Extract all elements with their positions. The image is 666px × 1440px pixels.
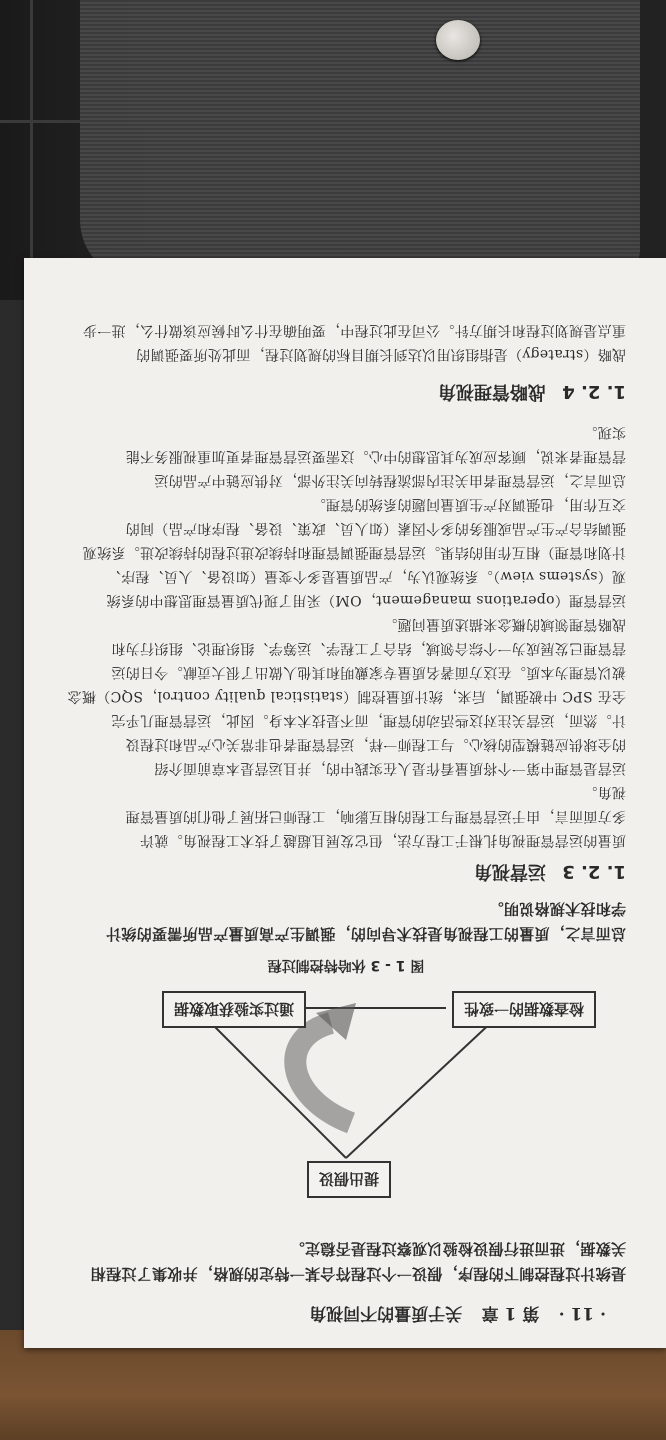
text-line: 营管理者来说，顾客应成为其思想的中心。这需要运营管理者更加重视服务不能	[125, 448, 626, 464]
summary-paragraph	[66, 896, 626, 946]
text-line: 学和技术规格说明。	[488, 900, 626, 918]
text-line: 全在 SPC 中被强调，后来，统计质量控制（statistical quality control，SQC）概念	[67, 688, 626, 704]
figure-caption: 图 1 - 3 休哈特控制过程	[267, 957, 425, 973]
section-1-2-3-heading	[474, 860, 626, 886]
text-line: 观（systems view）。系统观认为，产品质量是多个变量（如设备、人员、程序、	[106, 568, 626, 584]
text-line: 战略（strategy）是指组织用以达到长期目标的规划过程，而此处所要强调的	[135, 346, 626, 362]
gray-cloth	[80, 0, 640, 280]
cycle-arrow	[295, 1023, 351, 1123]
chapter-label: 第 1 章	[481, 1303, 540, 1323]
shewhart-diagram	[86, 957, 606, 1198]
shirt-button	[436, 20, 480, 60]
page-number: · 11 ·	[558, 1303, 606, 1323]
section-number: 1. 2. 4	[562, 381, 626, 402]
check-consistency-box: 检查数据的一致性	[452, 991, 596, 1028]
section-number: 1. 2. 3	[562, 861, 626, 882]
text-line: 强调结合产生产品或服务的多个因素（如人员、政策、设备、程序和产品）间的	[125, 520, 626, 536]
text-line: 被以管理为本质。在这方面著名质量专家戴明和其他人做出了很大贡献。今日的运	[111, 664, 626, 680]
text-line: 是统计过程控制下的程序，假设一个过程符合某一特定的规格，并收集了过程相	[90, 1265, 626, 1283]
book-page	[24, 258, 666, 1348]
collect-data-box: 通过实验获取数据	[162, 991, 306, 1028]
text-line: 交互作用，也强调对产生质量问题的系统的管理。	[311, 496, 626, 512]
text-line: 总而言之，质量的工程视角是技术导向的，强调生产高质量产品所需要的统计	[105, 925, 626, 943]
text-line: 视角。	[583, 784, 626, 800]
text-line: 计。然而，运营关注对这些活动的管理，而不是技术本身。因此，运营管理几乎完	[111, 712, 626, 728]
text-line: 实现。	[583, 424, 626, 440]
section-title: 战略管理视角	[437, 381, 546, 402]
hypothesis-box: 提出假设	[307, 1161, 391, 1198]
text-line: 计划和管理）相互作用的结果。运营管理强调管理和持续改进过程的持续改进。系统观	[82, 544, 626, 560]
text-line: 营管理已发展成为一个综合领域，结合了工程学、运筹学、组织理论、组织行为和	[111, 640, 626, 656]
section-1-2-3-body	[66, 420, 626, 852]
page-content	[24, 258, 666, 1348]
text-line: 总而言之，运营管理者由关注内部流程转向关注外部，对供应链中产品的运	[154, 472, 626, 488]
floor-tile-line	[30, 0, 33, 260]
section-1-2-4-heading	[438, 380, 626, 406]
chapter-title: 关于质量的不同视角	[309, 1303, 463, 1323]
floor-tile-line	[0, 120, 80, 123]
text-line: 运营是管理中第一个将质量看作是人在实践中的，并且运营是本章前面介绍	[154, 760, 626, 776]
text-line: 关数据，进而进行假设检验以观察过程是否稳定。	[289, 1240, 626, 1258]
text-line: 质量的运营管理视角扎根于工程方法，但它发展且超越了技术工程视角。就许	[139, 832, 626, 848]
section-title: 运营视角	[473, 861, 546, 882]
text-line: 重点是规划过程和长期方针。公司在此过程中，要明确在什么时候应该做什么，进一步	[82, 322, 626, 338]
section-1-2-4-body	[66, 318, 626, 366]
page-header	[86, 1303, 606, 1328]
intro-paragraph	[66, 1236, 626, 1286]
text-line: 多方面而言，由于运营管理与工程的相互影响，工程师已拓展了他们的质量管理	[125, 808, 626, 824]
text-line: 战略管理领域的概念来描述质量问题。	[382, 616, 626, 632]
text-line: 的全球供应链模型的核心。与工程师一样，运营管理者也非常关心产品和过程设	[125, 736, 626, 752]
text-line: 运营管理（operations management，OM）采用了现代质量管理思想中的系统	[106, 592, 626, 608]
